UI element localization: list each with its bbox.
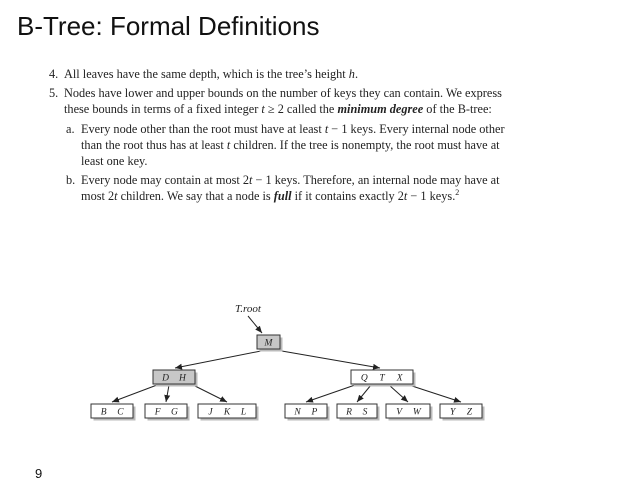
tree-edge xyxy=(166,385,169,402)
defined-term: full xyxy=(273,189,292,203)
item-number: 4. xyxy=(49,67,59,81)
node-box xyxy=(440,404,482,418)
node-key: D xyxy=(162,373,170,384)
variable: t xyxy=(403,189,408,203)
node-key: Q xyxy=(360,373,368,384)
node-key: R xyxy=(346,407,352,418)
leaf-node xyxy=(198,404,259,421)
node-key: W xyxy=(412,407,421,418)
leaf-node xyxy=(285,404,330,421)
leaf-node xyxy=(337,404,380,421)
item-text: Nodes have lower and upper bounds on the number of keys they can contain. We express these bounds in terms of a fixed integer xyxy=(64,86,502,116)
sub-text: children. If the tree is nonempty, the root must have at least one key. xyxy=(81,138,500,168)
tree-edge xyxy=(306,385,355,402)
sub-text: Every node other than the root must have at least xyxy=(81,122,325,136)
sub-text: children. We say that a node is xyxy=(117,189,274,203)
variable: t xyxy=(249,173,253,187)
node-box xyxy=(145,404,187,418)
node-key: H xyxy=(178,373,186,384)
tree-edge xyxy=(357,385,371,402)
root-pointer-arrow xyxy=(248,316,262,333)
variable: t xyxy=(226,138,231,152)
node-box xyxy=(91,404,133,418)
variable: h xyxy=(348,67,355,81)
node-key: M xyxy=(264,338,273,349)
node-key: Y xyxy=(449,407,456,418)
sub-item-letter: a. xyxy=(66,122,75,136)
tree-edge xyxy=(409,385,461,402)
item-number: 5. xyxy=(49,86,59,100)
node-box xyxy=(337,404,377,418)
item-text: of the B-tree: xyxy=(423,102,492,116)
sub-item-letter: b. xyxy=(66,173,76,187)
leaf-node xyxy=(386,404,433,421)
tree-edges xyxy=(112,316,461,402)
node-key: F xyxy=(154,407,161,418)
sub-text: Every node may contain at most 2 xyxy=(81,173,250,187)
node-key: J xyxy=(208,407,213,418)
slide-title: B-Tree: Formal Definitions xyxy=(17,11,320,41)
sub-text: − 1 keys. Every internal node other than the root thus has at least xyxy=(81,122,505,152)
sub-text: − 1 keys. Therefore, an internal node may have at most 2 xyxy=(81,173,500,203)
sub-text: − 1 keys. xyxy=(407,189,456,203)
node-key: L xyxy=(240,407,247,418)
node-key: C xyxy=(117,407,124,418)
node-box xyxy=(153,370,195,384)
item-text: All leaves have the same depth, which is the tree’s height xyxy=(64,67,349,81)
node-key: X xyxy=(396,373,403,384)
node-box xyxy=(386,404,430,418)
tree-edge xyxy=(193,385,227,402)
item-text: . xyxy=(354,67,359,81)
sub-text: if it contains exactly 2 xyxy=(291,189,404,203)
node-key: P xyxy=(311,407,318,418)
item-text: ≥ 2 called the xyxy=(264,102,338,116)
tree-edge xyxy=(112,385,157,402)
leaf-node xyxy=(91,404,136,421)
footnote-marker: 2 xyxy=(455,187,460,197)
node-key: T xyxy=(379,373,385,384)
node-key: Z xyxy=(466,407,473,418)
node-key: K xyxy=(223,407,231,418)
node-key: G xyxy=(170,407,178,418)
tree-edge xyxy=(389,385,408,402)
tree-edge xyxy=(175,350,266,368)
variable: t xyxy=(324,122,329,136)
leaf-node xyxy=(440,404,485,421)
variable: t xyxy=(114,189,118,203)
page-number: 9 xyxy=(35,466,43,481)
node-box xyxy=(285,404,327,418)
tree-edge xyxy=(276,350,380,368)
root-pointer-label: T.root xyxy=(235,303,261,315)
internal-node-left xyxy=(153,370,198,387)
variable: t xyxy=(261,102,265,116)
internal-node-right xyxy=(351,370,416,387)
node-key: S xyxy=(362,407,368,418)
root-node xyxy=(257,335,283,352)
leaf-node xyxy=(145,404,190,421)
node-key: B xyxy=(100,407,107,418)
node-key: N xyxy=(294,407,301,418)
node-key: V xyxy=(396,407,403,418)
defined-term: minimum degree xyxy=(337,102,424,116)
tree-nodes xyxy=(91,335,485,421)
